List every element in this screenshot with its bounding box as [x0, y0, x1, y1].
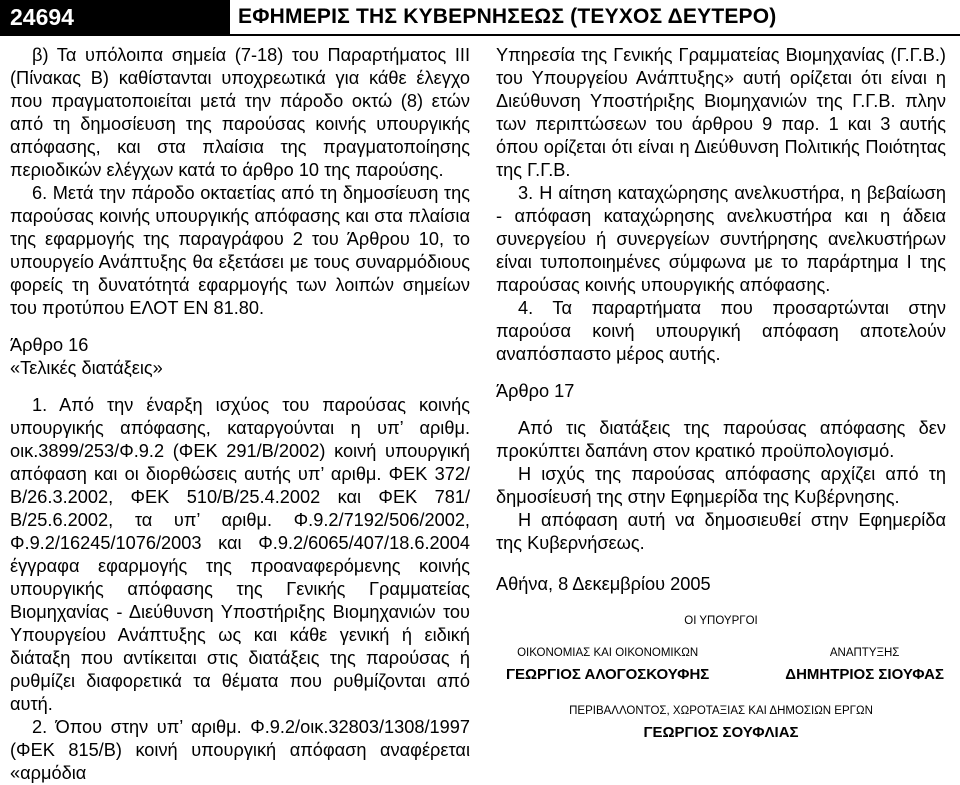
- article-17-paragraph-1: Από τις διατάξεις της παρούσας απόφασης δεν προκύπτει δαπάνη στον κρατικό προϋπολογισμό.: [496, 418, 946, 461]
- place-date: Αθήνα, 8 Δεκεμβρίου 2005: [496, 574, 711, 594]
- article-16-title: Άρθρο 16: [10, 335, 89, 355]
- page-header: [0, 0, 960, 36]
- paragraph-2-start: 2. Όπου στην υπ’ αριθμ. Φ.9.2/οικ.32803/1308/1997 (ΦΕΚ 815/Β) κοινή υπουργική απόφαση αναφέρεται «αρμόδια: [10, 717, 470, 783]
- minister-3-title: ΠΕΡΙΒΑΛΛΟΝΤΟΣ, ΧΩΡΟΤΑΞΙΑΣ ΚΑΙ ΔΗΜΟΣΙΩΝ ΕΡΓΩΝ: [569, 705, 873, 717]
- journal-title: ΕΦΗΜΕΡΙΣ ΤΗΣ ΚΥΒΕΡΝΗΣΕΩΣ (ΤΕΥΧΟΣ ΔΕΥΤΕΡΟ): [238, 5, 777, 28]
- minister-3: [496, 704, 946, 742]
- paragraph-1: 1. Από την έναρξη ισχύος του παρούσας κοινής υπουργικής απόφασης, καταργούνται η υπ’ αριθμ. οικ.3899/253/Φ.9.2 (ΦΕΚ 291/Β/2002) κοινή υπουργική απόφαση και οι διορθώσεις αυτής υπ’ αριθμ. ΦΕΚ 372/Β/26.3.2002, ΦΕΚ 510/Β/25.4.2002 και ΦΕΚ 781/Β/25.6.2002, τα υπ’ αριθμ. Φ.9.2/7192/506/2002, Φ.9.2/16245/1076/2003 και Φ.9.2/6065/407/18.6.2004 έγγραφα εφαρμογής της προαναφερόμενης κοινής υπουργικής απόφασης της Γενικής Γραμματείας Βιομηχανίας - Διεύθυνση Υποστήριξης Βιομηχανιών του Υπουργείου Ανάπτυξης ως και κάθε γενική ή ειδική διάταξη που αντίκειται στις διατάξεις της παρούσας ή ρυθμίζει διαφορετικά τα θέματα που ρυθμίζονται από αυτή.: [10, 395, 470, 714]
- article-17-paragraph-2: Η ισχύς της παρούσας απόφασης αρχίζει από τη δημοσίευσή της στην Εφημερίδα της Κυβέρνησης.: [496, 464, 946, 507]
- page-number: 24694: [0, 0, 230, 34]
- paragraph-6: 6. Μετά την πάροδο οκταετίας από τη δημοσίευση της παρούσας κοινής υπουργικής απόφασης και στα πλαίσια της εφαρμογής της παραγράφου 2 του Άρθρου 10, το υπουργείο Ανάπτυξης θα εξετάσει με τους συναρμόδιους φορείς τη δυνατότητά εφαρμογής των λοιπών σημείων του προτύπου ΕΛΟΤ ΕΝ 81.80.: [10, 183, 470, 318]
- minister-2: [785, 646, 944, 684]
- minister-2-name: ΔΗΜΗΤΡΙΟΣ ΣΙΟΥΦΑΣ: [785, 666, 944, 683]
- ministers-signatures: [496, 646, 946, 684]
- minister-1-title: ΟΙΚΟΝΟΜΙΑΣ ΚΑΙ ΟΙΚΟΝΟΜΙΚΩΝ: [517, 647, 699, 659]
- minister-1-name: ΓΕΩΡΓΙΟΣ ΑΛΟΓΟΣΚΟΥΦΗΣ: [506, 666, 710, 683]
- paragraph-b: β) Τα υπόλοιπα σημεία (7-18) του Παραρτήματος ΙΙΙ (Πίνακας Β) καθίστανται υποχρεωτικά για κάθε έλεγχο που πραγματοποιείται μετά την πάροδο οκτώ (8) ετών από τη δημοσίευση της παρούσας κοινής υπουργικής απόφασης, και στα πλαίσια της πραγματοποίησης περιοδικών ελέγχων κατά το άρθρο 10 της παρούσης.: [10, 45, 470, 180]
- ministers-label: ΟΙ ΥΠΟΥΡΓΟΙ: [684, 615, 758, 627]
- paragraph-3: 3. Η αίτηση καταχώρησης ανελκυστήρα, η βεβαίωση - απόφαση καταχώρησης ανελκυστήρα και η άδεια συνεργείου ή συνεργείων συντήρησης ανελκυστήρων είναι τυποποιημένες σύμφωνα με το παράρτημα Ι της παρούσας κοινής υπουργικής απόφασης.: [496, 183, 946, 295]
- article-17-paragraph-3: Η απόφαση αυτή να δημοσιευθεί στην Εφημερίδα της Κυβερνήσεως.: [496, 510, 946, 553]
- article-17-title: Άρθρο 17: [496, 381, 575, 401]
- article-16-subtitle: «Τελικές διατάξεις»: [10, 358, 163, 378]
- paragraph-4: 4. Τα παραρτήματα που προσαρτώνται στην παρούσα κοινή υπουργική απόφαση αποτελούν αναπόσπαστο μέρος αυτής.: [496, 298, 946, 364]
- minister-3-name: ΓΕΩΡΓΙΟΣ ΣΟΥΦΛΙΑΣ: [643, 724, 799, 741]
- paragraph-2-continued: Υπηρεσία της Γενικής Γραμματείας Βιομηχανίας (Γ.Γ.Β.) του Υπουργείου Ανάπτυξης» αυτή ορίζεται ότι είναι η Διεύθυνση Υποστήριξης Βιομηχανιών της Γ.Γ.Β. πλην των περιπτώσεων του άρθρου 9 παρ. 1 και 3 αυτής όπου ορίζεται ότι είναι η Διεύθυνση Πολιτικής Ποιότητας της Γ.Γ.Β.: [496, 45, 946, 180]
- minister-1: [506, 646, 709, 684]
- right-column: [496, 44, 946, 742]
- minister-2-title: ΑΝΑΠΤΥΞΗΣ: [829, 647, 900, 659]
- left-column: [10, 44, 470, 785]
